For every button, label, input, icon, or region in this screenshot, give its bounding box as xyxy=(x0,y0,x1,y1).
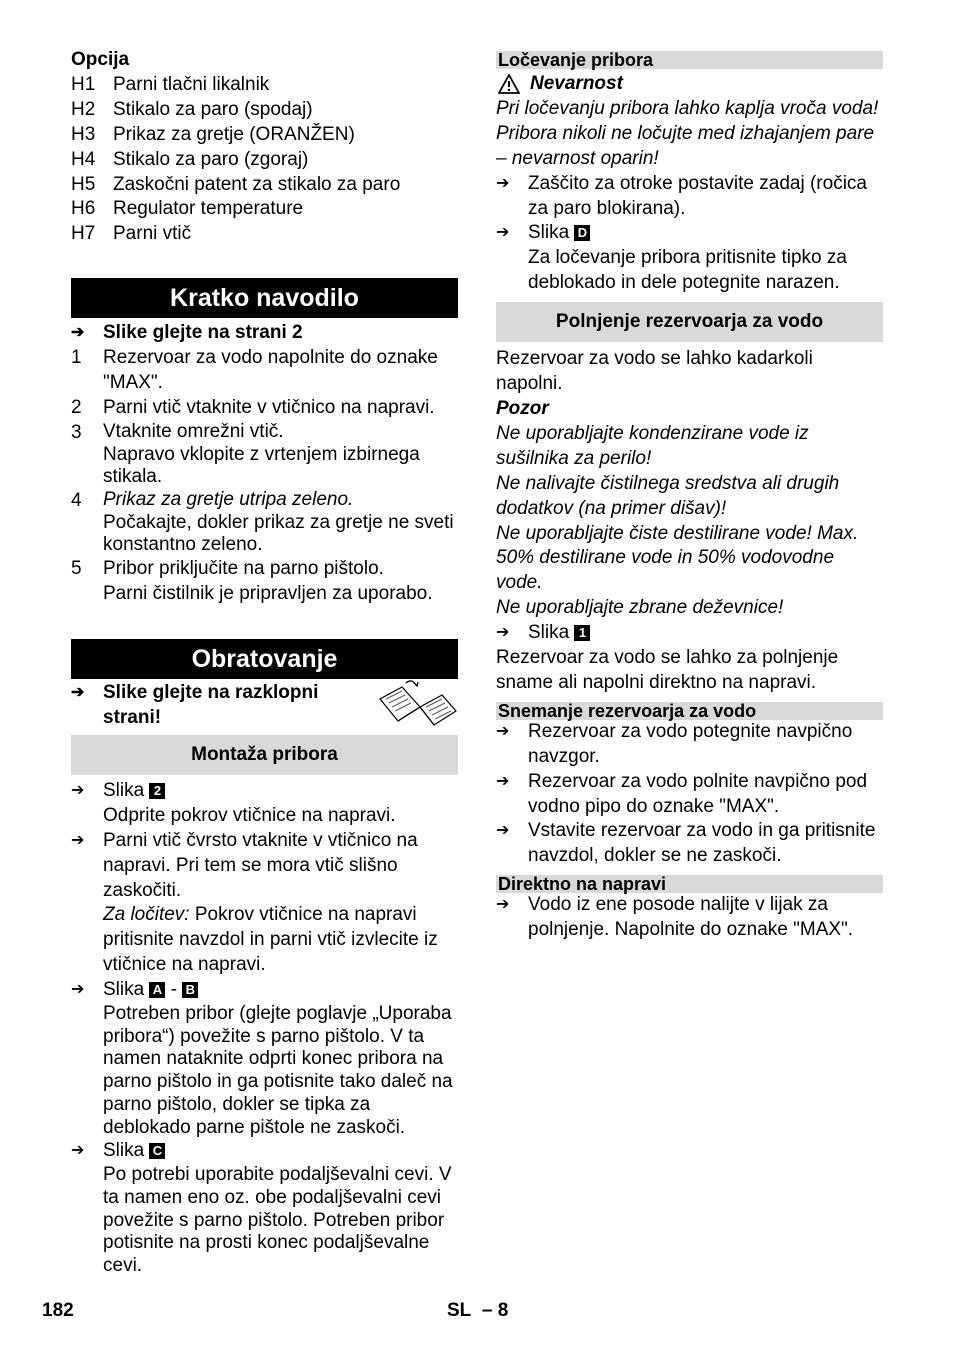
subsection-heading-fill: Polnjenje rezervoarja za vodo xyxy=(496,302,883,342)
list-item: ➔ Rezervoar za vodo potegnite navpično navzgor. xyxy=(496,720,883,770)
list-item: ➔ Slika C xyxy=(71,1139,458,1164)
list-item: 2 Parni vtič vtaknite v vtičnico na napravi. xyxy=(71,396,435,418)
list-item: ➔ Slika D Za ločevanje pribora pritisnite tipko za deblokado in dele potegnite narazen. xyxy=(496,221,883,296)
list-item: 1 Rezervoar za vodo napolnite do oznake "MAX". xyxy=(71,347,438,394)
list-item: H2 Stikalo za paro (spodaj) xyxy=(71,98,313,120)
arrow-right-icon: ➔ xyxy=(496,772,510,790)
arrow-right-icon: ➔ xyxy=(496,224,510,242)
warning-icon xyxy=(498,74,520,94)
danger-label: Nevarnost xyxy=(496,72,883,97)
list-item: ➔ Vodo iz ene posode nalijte v lijak za polnjenje. Napolnite do oznake "MAX". xyxy=(496,893,883,943)
paragraph: Po potrebi uporabite podaljševalni cevi. V ta namen eno oz. obe podaljševalni cevi povežite s parno pištolo. Potreben pribor potisnite na prosti konec podaljševalne cevi. xyxy=(103,1164,452,1276)
arrow-right-icon: ➔ xyxy=(496,624,510,642)
caution-label: Pozor xyxy=(496,397,549,419)
option-list xyxy=(71,73,458,247)
figure-badge: A xyxy=(149,982,165,998)
caution-text: Ne uporabljajte čiste destilirane vode! Max. 50% destilirane vode in 50% vodovodne vode. xyxy=(496,522,859,594)
page-footer-code: SL – 8 xyxy=(447,1300,509,1321)
list-item: ➔ Vstavite rezervoar za vodo in ga pritisnite navzdol, dokler se ne zaskoči. xyxy=(496,819,883,869)
list-item: ➔ Slika 1 xyxy=(496,621,883,646)
subsection-heading-direct: Direktno na napravi xyxy=(496,875,883,893)
list-item: H3 Prikaz za gretje (ORANŽEN) xyxy=(71,123,355,145)
list-item: 5 Pribor priključite na parno pištolo. Parni čistilnik je pripravljen za uporabo. xyxy=(71,558,433,604)
page-number: 182 xyxy=(42,1300,74,1321)
left-column xyxy=(71,48,458,1278)
list-item: H6 Regulator temperature xyxy=(71,198,304,220)
figure-badge: C xyxy=(149,1143,165,1159)
subsection-heading-remove: Snemanje rezervoarja za vodo xyxy=(496,702,883,720)
section-heading-operation: Obratovanje xyxy=(71,639,458,679)
list-item: 4 Prikaz za gretje utripa zeleno. Počakajte, dokler prikaz za gretje ne sveti konstantno zeleno. xyxy=(71,488,454,556)
figure-badge: D xyxy=(574,225,590,241)
subsection-heading-assembly: Montaža pribora xyxy=(71,735,458,775)
list-item: ➔ Rezervoar za vodo polnite navpično pod vodno pipo do oznake "MAX". xyxy=(496,770,883,820)
list-item: H4 Stikalo za paro (zgoraj) xyxy=(71,148,309,170)
list-item: ➔ Slika 2 Odprite pokrov vtičnice na napravi. xyxy=(71,779,458,829)
foldout-book-icon xyxy=(376,677,458,729)
list-item: 3 Vtaknite omrežni vtič. Napravo vklopite z vrtenjem izbirnega stikala. xyxy=(71,420,420,488)
arrow-right-icon: ➔ xyxy=(71,781,85,799)
figure-badge: 1 xyxy=(574,625,590,641)
arrow-right-icon: ➔ xyxy=(71,324,85,342)
arrow-right-icon: ➔ xyxy=(496,722,510,740)
list-item: ➔ Zaščito za otroke postavite zadaj (ročica za paro blokirana). xyxy=(496,172,883,222)
caution-text: Ne nalivajte čistilnega sredstva ali drugih dodatkov (na primer dišav)! xyxy=(496,472,840,519)
section-heading-quick: Kratko navodilo xyxy=(71,278,458,318)
figure-badge: B xyxy=(182,982,198,998)
caution-text: Ne uporabljajte zbrane deževnice! xyxy=(496,597,784,619)
list-item: H7 Parni vtič xyxy=(71,223,192,245)
see-pages-note: ➔ Slike glejte na strani 2 xyxy=(71,321,458,346)
arrow-right-icon: ➔ xyxy=(71,1142,85,1160)
option-title: Opcija xyxy=(71,49,130,70)
right-column xyxy=(496,51,883,943)
list-item: ➔ Parni vtič čvrsto vtaknite v vtičnico na napravi. Pri tem se mora vtič slišno zaskočiti. Za ločitev: Pokrov vtičnice na napravi pritisnite navzdol in parni vtič izvlecite iz vtičnice na napravi. xyxy=(71,829,458,978)
paragraph: Potreben pribor (glejte poglavje „Uporaba pribora“) povežite s parno pištolo. V ta namen nataknite odprti konec pribora na parno pištolo in ga potisnite tako daleč na parno pištolo, dokler se tipka za deblokado parne pištole ne zaskoči. xyxy=(103,1003,453,1138)
danger-text: Pri ločevanju pribora lahko kaplja vroča voda! Pribora nikoli ne ločujte med izhajanjem pare – nevarnost oparin! xyxy=(496,97,879,169)
arrow-right-icon: ➔ xyxy=(71,683,85,701)
foldout-note: ➔ Slike glejte na razklopni strani! xyxy=(71,681,458,735)
paragraph: Rezervoar za vodo se lahko kadarkoli napolni. xyxy=(496,348,813,395)
arrow-right-icon: ➔ xyxy=(496,896,510,914)
subsection-heading-separation: Ločevanje pribora xyxy=(496,51,883,69)
arrow-right-icon: ➔ xyxy=(496,174,510,192)
figure-badge: 2 xyxy=(149,783,165,799)
arrow-right-icon: ➔ xyxy=(71,831,85,849)
caution-text: Ne uporabljajte kondenzirane vode iz sušilnika za perilo! xyxy=(496,422,809,469)
list-item: H5 Zaskočni patent za stikalo za paro xyxy=(71,173,401,195)
list-item: ➔ Slika A - B xyxy=(71,978,458,1003)
arrow-right-icon: ➔ xyxy=(496,822,510,840)
arrow-right-icon: ➔ xyxy=(71,981,85,999)
list-item: H1 Parni tlačni likalnik xyxy=(71,73,270,95)
paragraph: Rezervoar za vodo se lahko za polnjenje sname ali napolni direktno na napravi. xyxy=(496,647,839,693)
